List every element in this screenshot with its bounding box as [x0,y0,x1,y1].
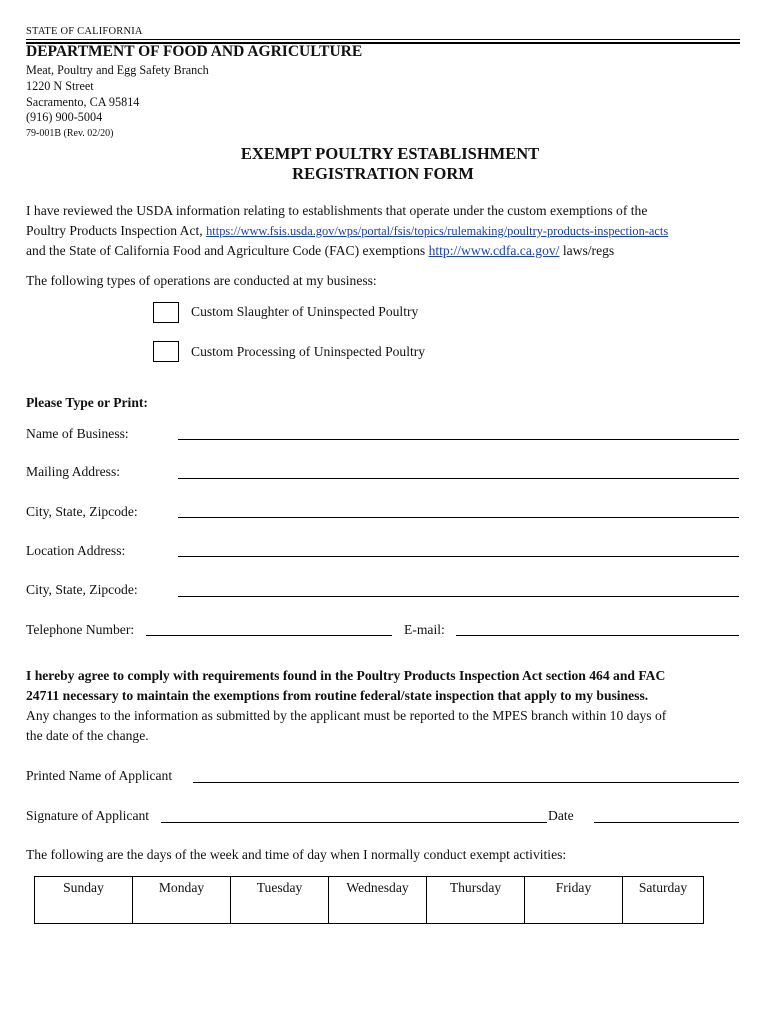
street-address: 1220 N Street [26,79,94,93]
agreement-line4: the date of the change. [26,728,149,743]
mailing-city-field[interactable] [178,517,739,518]
location-address-label: Location Address: [26,543,126,558]
date-label: Date [548,808,574,823]
usda-link[interactable]: https://www.fsis.usda.gov/wps/portal/fsis/topics/rulemaking/poultry-products-inspection-acts [206,224,669,238]
mailing-city-label: City, State, Zipcode: [26,504,138,519]
location-city-label: City, State, Zipcode: [26,582,138,597]
sunday-cell[interactable]: Sunday [35,877,133,924]
schedule-prompt: The following are the days of the week and time of day when I normally conduct exempt activities: [26,847,567,862]
department-name: DEPARTMENT OF FOOD AND AGRICULTURE [26,43,363,60]
email-field[interactable] [456,635,739,636]
branch-name: Meat, Poultry and Egg Safety Branch [26,63,209,77]
intro-line3-text: and the State of California Food and Agriculture Code (FAC) exemptions [26,243,429,258]
cdfa-link[interactable]: http://www.cdfa.ca.gov/ [428,243,560,258]
wednesday-cell[interactable]: Wednesday [329,877,427,924]
printed-name-label: Printed Name of Applicant [26,768,173,783]
form-title-line2: REGISTRATION FORM [292,164,474,183]
custom-slaughter-checkbox[interactable] [153,302,179,323]
operations-prompt: The following types of operations are conducted at my business: [26,273,377,288]
telephone-label: Telephone Number: [26,622,135,637]
custom-processing-label: Custom Processing of Uninspected Poultry [191,344,426,359]
signature-label: Signature of Applicant [26,808,150,823]
date-field[interactable] [594,822,739,823]
printed-name-field[interactable] [193,782,739,783]
form-title-line1: EXEMPT POULTRY ESTABLISHMENT [240,144,540,163]
agreement-bold-line2: 24711 necessary to maintain the exemptions from routine federal/state inspection that apply to my business. [26,688,649,703]
tuesday-cell[interactable]: Tuesday [231,877,329,924]
intro-line3 [26,243,614,259]
schedule-table [34,876,704,924]
phone-number: (916) 900-5004 [26,110,103,124]
agreement-bold-line1: I hereby agree to comply with requirements found in the Poultry Products Inspection Act section 464 and FAC [26,668,666,683]
type-or-print-heading: Please Type or Print: [26,395,148,410]
business-name-label: Name of Business: [26,426,129,441]
saturday-cell[interactable]: Saturday [623,877,704,924]
custom-processing-checkbox[interactable] [153,341,179,362]
custom-slaughter-label: Custom Slaughter of Uninspected Poultry [191,304,419,319]
signature-field[interactable] [161,822,547,823]
schedule-row [35,877,704,924]
business-name-field[interactable] [178,439,739,440]
location-address-field[interactable] [178,556,739,557]
mailing-address-field[interactable] [178,478,739,479]
state-label: STATE OF CALIFORNIA [26,26,143,37]
form-number: 79-001B (Rev. 02/20) [26,128,114,139]
mailing-address-label: Mailing Address: [26,464,121,479]
monday-cell[interactable]: Monday [133,877,231,924]
header-rule-thin [26,39,740,40]
intro-line2-text: Poultry Products Inspection Act, [26,223,207,238]
telephone-field[interactable] [146,635,392,636]
location-city-field[interactable] [178,596,739,597]
intro-line1: I have reviewed the USDA information relating to establishments that operate under the custom exemptions of the [26,203,648,218]
friday-cell[interactable]: Friday [525,877,623,924]
intro-line3-suffix: laws/regs [559,243,615,258]
email-label: E-mail: [404,622,445,637]
intro-line2 [26,223,668,239]
agreement-line3: Any changes to the information as submitted by the applicant must be reported to the MPES branch within 10 days of [26,708,667,723]
city-address: Sacramento, CA 95814 [26,95,140,109]
thursday-cell[interactable]: Thursday [427,877,525,924]
